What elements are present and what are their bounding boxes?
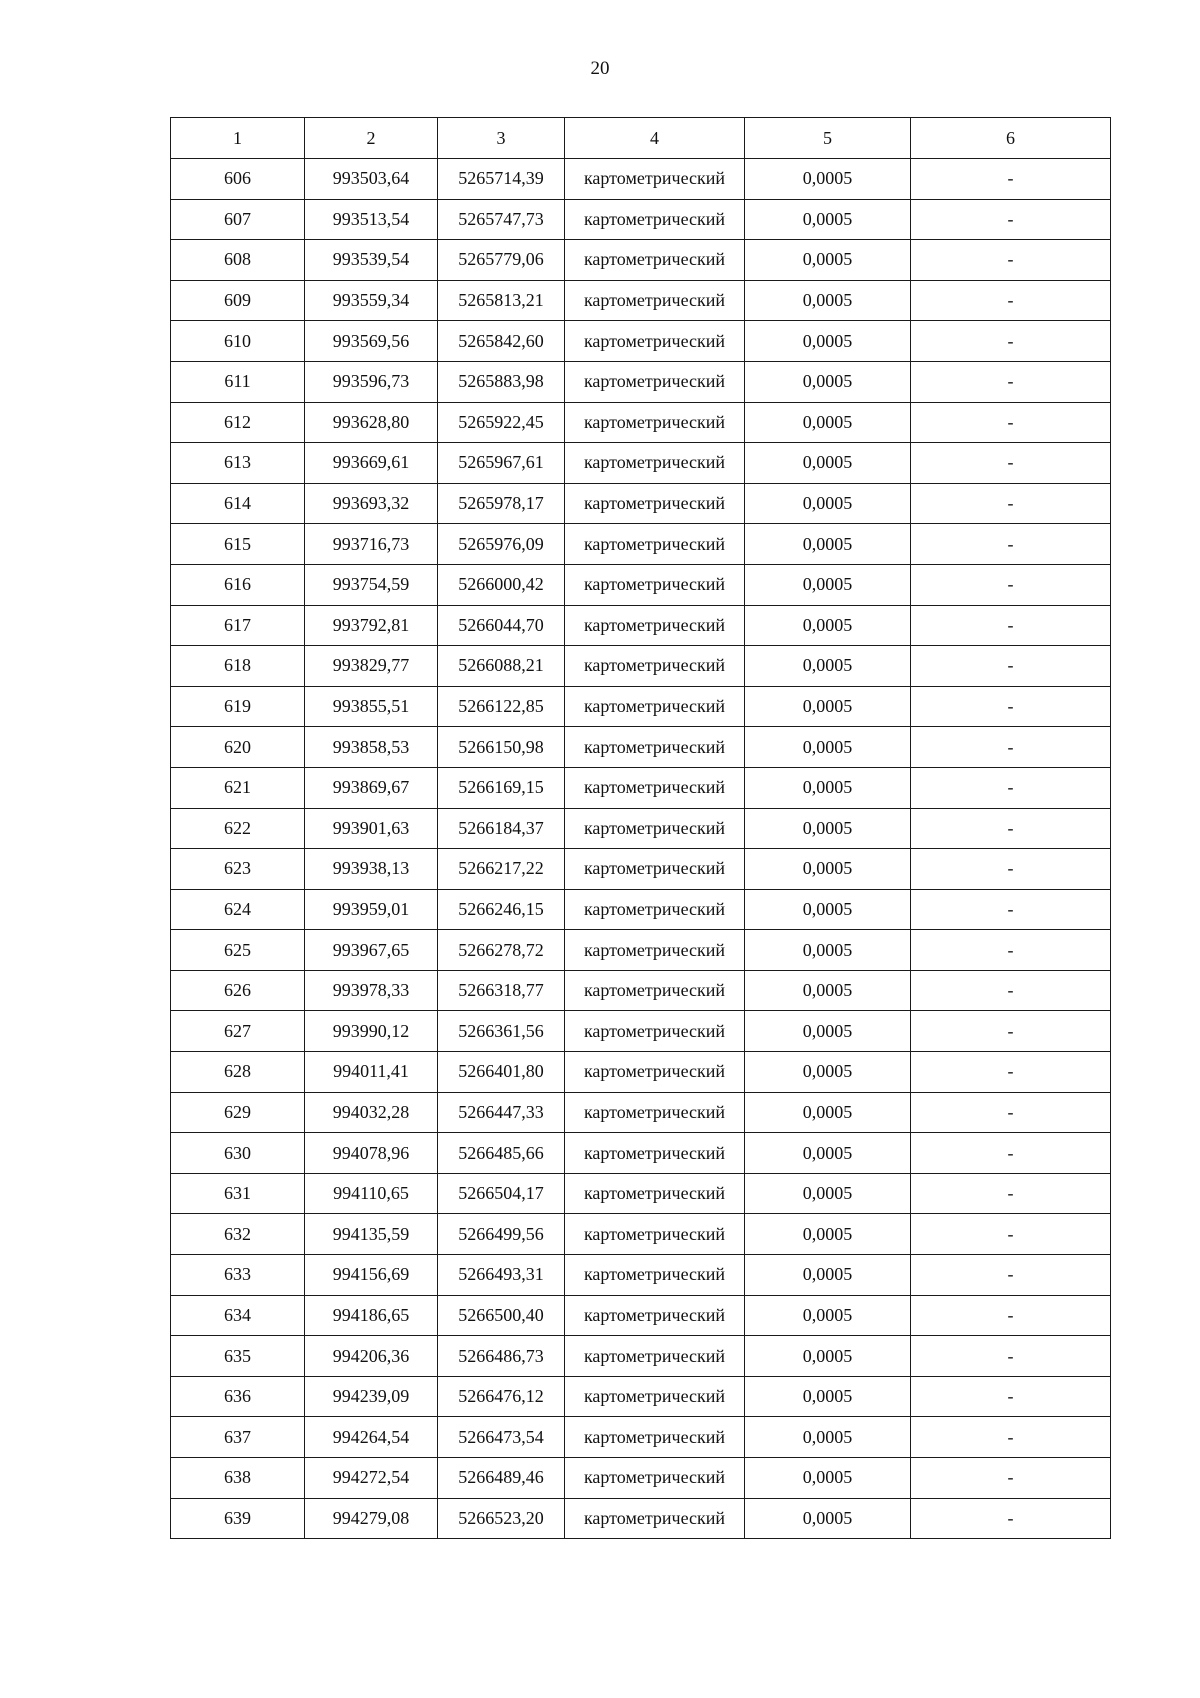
point-number-cell: 638 [171, 1458, 305, 1499]
description-cell: - [911, 1417, 1111, 1458]
coordinates-table [170, 117, 1111, 1539]
method-cell: картометрический [565, 849, 745, 890]
x-coordinate-cell: 993990,12 [305, 1011, 438, 1052]
y-coordinate-cell: 5265883,98 [438, 361, 565, 402]
point-number-cell: 625 [171, 930, 305, 971]
method-cell: картометрический [565, 1052, 745, 1093]
y-coordinate-cell: 5266476,12 [438, 1376, 565, 1417]
x-coordinate-cell: 993539,54 [305, 240, 438, 281]
point-number-cell: 624 [171, 889, 305, 930]
point-number-cell: 615 [171, 524, 305, 565]
x-coordinate-cell: 993596,73 [305, 361, 438, 402]
description-cell: - [911, 1092, 1111, 1133]
x-coordinate-cell: 994110,65 [305, 1173, 438, 1214]
description-cell: - [911, 970, 1111, 1011]
y-coordinate-cell: 5265978,17 [438, 483, 565, 524]
accuracy-cell: 0,0005 [745, 1417, 911, 1458]
y-coordinate-cell: 5265747,73 [438, 199, 565, 240]
description-cell: - [911, 240, 1111, 281]
method-cell: картометрический [565, 240, 745, 281]
table-row [171, 889, 1111, 930]
description-cell: - [911, 483, 1111, 524]
point-number-cell: 618 [171, 646, 305, 687]
method-cell: картометрический [565, 159, 745, 200]
table-row [171, 930, 1111, 971]
table-row [171, 849, 1111, 890]
x-coordinate-cell: 993858,53 [305, 727, 438, 768]
x-coordinate-cell: 993628,80 [305, 402, 438, 443]
y-coordinate-cell: 5266447,33 [438, 1092, 565, 1133]
y-coordinate-cell: 5265842,60 [438, 321, 565, 362]
point-number-cell: 634 [171, 1295, 305, 1336]
method-cell: картометрический [565, 564, 745, 605]
y-coordinate-cell: 5265967,61 [438, 443, 565, 484]
description-cell: - [911, 1052, 1111, 1093]
method-cell: картометрический [565, 443, 745, 484]
table-row [171, 483, 1111, 524]
point-number-cell: 636 [171, 1376, 305, 1417]
y-coordinate-cell: 5266485,66 [438, 1133, 565, 1174]
y-coordinate-cell: 5266361,56 [438, 1011, 565, 1052]
accuracy-cell: 0,0005 [745, 808, 911, 849]
table-row [171, 1011, 1111, 1052]
table-row [171, 159, 1111, 200]
description-cell: - [911, 1498, 1111, 1539]
accuracy-cell: 0,0005 [745, 280, 911, 321]
point-number-cell: 632 [171, 1214, 305, 1255]
point-number-cell: 628 [171, 1052, 305, 1093]
point-number-cell: 620 [171, 727, 305, 768]
description-cell: - [911, 767, 1111, 808]
method-cell: картометрический [565, 767, 745, 808]
description-cell: - [911, 1214, 1111, 1255]
method-cell: картометрический [565, 1255, 745, 1296]
point-number-cell: 611 [171, 361, 305, 402]
accuracy-cell: 0,0005 [745, 1376, 911, 1417]
x-coordinate-cell: 993513,54 [305, 199, 438, 240]
column-header: 6 [911, 118, 1111, 159]
y-coordinate-cell: 5266169,15 [438, 767, 565, 808]
y-coordinate-cell: 5266217,22 [438, 849, 565, 890]
x-coordinate-cell: 994272,54 [305, 1458, 438, 1499]
method-cell: картометрический [565, 280, 745, 321]
description-cell: - [911, 564, 1111, 605]
table-row [171, 199, 1111, 240]
method-cell: картометрический [565, 1336, 745, 1377]
y-coordinate-cell: 5265976,09 [438, 524, 565, 565]
point-number-cell: 629 [171, 1092, 305, 1133]
point-number-cell: 607 [171, 199, 305, 240]
description-cell: - [911, 889, 1111, 930]
description-cell: - [911, 605, 1111, 646]
x-coordinate-cell: 993855,51 [305, 686, 438, 727]
point-number-cell: 623 [171, 849, 305, 890]
column-header: 1 [171, 118, 305, 159]
accuracy-cell: 0,0005 [745, 1133, 911, 1174]
table-row [171, 727, 1111, 768]
accuracy-cell: 0,0005 [745, 402, 911, 443]
method-cell: картометрический [565, 1376, 745, 1417]
method-cell: картометрический [565, 1011, 745, 1052]
description-cell: - [911, 524, 1111, 565]
method-cell: картометрический [565, 361, 745, 402]
accuracy-cell: 0,0005 [745, 1295, 911, 1336]
point-number-cell: 610 [171, 321, 305, 362]
description-cell: - [911, 646, 1111, 687]
description-cell: - [911, 1336, 1111, 1377]
point-number-cell: 616 [171, 564, 305, 605]
method-cell: картометрический [565, 1092, 745, 1133]
y-coordinate-cell: 5266184,37 [438, 808, 565, 849]
table-body [171, 159, 1111, 1539]
y-coordinate-cell: 5265813,21 [438, 280, 565, 321]
description-cell: - [911, 849, 1111, 890]
x-coordinate-cell: 994279,08 [305, 1498, 438, 1539]
accuracy-cell: 0,0005 [745, 686, 911, 727]
table-row [171, 240, 1111, 281]
accuracy-cell: 0,0005 [745, 1214, 911, 1255]
method-cell: картометрический [565, 605, 745, 646]
description-cell: - [911, 727, 1111, 768]
description-cell: - [911, 808, 1111, 849]
x-coordinate-cell: 994239,09 [305, 1376, 438, 1417]
x-coordinate-cell: 993792,81 [305, 605, 438, 646]
description-cell: - [911, 930, 1111, 971]
table-header-row [171, 118, 1111, 159]
x-coordinate-cell: 994135,59 [305, 1214, 438, 1255]
accuracy-cell: 0,0005 [745, 361, 911, 402]
method-cell: картометрический [565, 1214, 745, 1255]
table-row [171, 646, 1111, 687]
accuracy-cell: 0,0005 [745, 646, 911, 687]
table-row [171, 564, 1111, 605]
point-number-cell: 609 [171, 280, 305, 321]
x-coordinate-cell: 994032,28 [305, 1092, 438, 1133]
accuracy-cell: 0,0005 [745, 199, 911, 240]
x-coordinate-cell: 993569,56 [305, 321, 438, 362]
column-header: 5 [745, 118, 911, 159]
x-coordinate-cell: 994186,65 [305, 1295, 438, 1336]
point-number-cell: 608 [171, 240, 305, 281]
y-coordinate-cell: 5266486,73 [438, 1336, 565, 1377]
table-row [171, 280, 1111, 321]
x-coordinate-cell: 993829,77 [305, 646, 438, 687]
description-cell: - [911, 1376, 1111, 1417]
description-cell: - [911, 1011, 1111, 1052]
accuracy-cell: 0,0005 [745, 159, 911, 200]
y-coordinate-cell: 5266500,40 [438, 1295, 565, 1336]
method-cell: картометрический [565, 1133, 745, 1174]
table-row [171, 361, 1111, 402]
accuracy-cell: 0,0005 [745, 767, 911, 808]
y-coordinate-cell: 5265779,06 [438, 240, 565, 281]
table-row [171, 1133, 1111, 1174]
accuracy-cell: 0,0005 [745, 240, 911, 281]
description-cell: - [911, 159, 1111, 200]
description-cell: - [911, 1295, 1111, 1336]
description-cell: - [911, 402, 1111, 443]
point-number-cell: 637 [171, 1417, 305, 1458]
x-coordinate-cell: 993901,63 [305, 808, 438, 849]
table-row [171, 1498, 1111, 1539]
y-coordinate-cell: 5266044,70 [438, 605, 565, 646]
description-cell: - [911, 1173, 1111, 1214]
method-cell: картометрический [565, 646, 745, 687]
method-cell: картометрический [565, 524, 745, 565]
table-row [171, 1376, 1111, 1417]
y-coordinate-cell: 5266489,46 [438, 1458, 565, 1499]
point-number-cell: 630 [171, 1133, 305, 1174]
y-coordinate-cell: 5266088,21 [438, 646, 565, 687]
column-header: 4 [565, 118, 745, 159]
y-coordinate-cell: 5265714,39 [438, 159, 565, 200]
method-cell: картометрический [565, 727, 745, 768]
y-coordinate-cell: 5266499,56 [438, 1214, 565, 1255]
y-coordinate-cell: 5266473,54 [438, 1417, 565, 1458]
accuracy-cell: 0,0005 [745, 1052, 911, 1093]
x-coordinate-cell: 993754,59 [305, 564, 438, 605]
method-cell: картометрический [565, 686, 745, 727]
method-cell: картометрический [565, 199, 745, 240]
y-coordinate-cell: 5266523,20 [438, 1498, 565, 1539]
description-cell: - [911, 280, 1111, 321]
accuracy-cell: 0,0005 [745, 443, 911, 484]
accuracy-cell: 0,0005 [745, 1498, 911, 1539]
x-coordinate-cell: 993559,34 [305, 280, 438, 321]
table-row [171, 1173, 1111, 1214]
table-row [171, 1255, 1111, 1296]
method-cell: картометрический [565, 1295, 745, 1336]
table-row [171, 321, 1111, 362]
x-coordinate-cell: 994156,69 [305, 1255, 438, 1296]
x-coordinate-cell: 994078,96 [305, 1133, 438, 1174]
x-coordinate-cell: 994206,36 [305, 1336, 438, 1377]
point-number-cell: 621 [171, 767, 305, 808]
x-coordinate-cell: 993693,32 [305, 483, 438, 524]
accuracy-cell: 0,0005 [745, 1336, 911, 1377]
x-coordinate-cell: 994011,41 [305, 1052, 438, 1093]
y-coordinate-cell: 5266278,72 [438, 930, 565, 971]
x-coordinate-cell: 993938,13 [305, 849, 438, 890]
description-cell: - [911, 686, 1111, 727]
point-number-cell: 622 [171, 808, 305, 849]
x-coordinate-cell: 994264,54 [305, 1417, 438, 1458]
point-number-cell: 617 [171, 605, 305, 646]
x-coordinate-cell: 993967,65 [305, 930, 438, 971]
point-number-cell: 626 [171, 970, 305, 1011]
table-row [171, 970, 1111, 1011]
accuracy-cell: 0,0005 [745, 321, 911, 362]
accuracy-cell: 0,0005 [745, 889, 911, 930]
table-row [171, 1214, 1111, 1255]
table-row [171, 524, 1111, 565]
method-cell: картометрический [565, 483, 745, 524]
accuracy-cell: 0,0005 [745, 849, 911, 890]
method-cell: картометрический [565, 402, 745, 443]
accuracy-cell: 0,0005 [745, 970, 911, 1011]
y-coordinate-cell: 5266318,77 [438, 970, 565, 1011]
table-row [171, 1052, 1111, 1093]
description-cell: - [911, 1133, 1111, 1174]
table-header [171, 118, 1111, 159]
description-cell: - [911, 199, 1111, 240]
table-row [171, 1417, 1111, 1458]
column-header: 3 [438, 118, 565, 159]
y-coordinate-cell: 5266000,42 [438, 564, 565, 605]
description-cell: - [911, 443, 1111, 484]
y-coordinate-cell: 5266493,31 [438, 1255, 565, 1296]
method-cell: картометрический [565, 1498, 745, 1539]
method-cell: картометрический [565, 1173, 745, 1214]
point-number-cell: 613 [171, 443, 305, 484]
point-number-cell: 633 [171, 1255, 305, 1296]
accuracy-cell: 0,0005 [745, 564, 911, 605]
x-coordinate-cell: 993669,61 [305, 443, 438, 484]
accuracy-cell: 0,0005 [745, 1011, 911, 1052]
page-number: 20 [590, 58, 610, 79]
y-coordinate-cell: 5266150,98 [438, 727, 565, 768]
table-row [171, 686, 1111, 727]
accuracy-cell: 0,0005 [745, 930, 911, 971]
y-coordinate-cell: 5266504,17 [438, 1173, 565, 1214]
y-coordinate-cell: 5266246,15 [438, 889, 565, 930]
point-number-cell: 639 [171, 1498, 305, 1539]
table-row [171, 1336, 1111, 1377]
accuracy-cell: 0,0005 [745, 1173, 911, 1214]
table-row [171, 443, 1111, 484]
accuracy-cell: 0,0005 [745, 524, 911, 565]
accuracy-cell: 0,0005 [745, 727, 911, 768]
y-coordinate-cell: 5265922,45 [438, 402, 565, 443]
y-coordinate-cell: 5266401,80 [438, 1052, 565, 1093]
accuracy-cell: 0,0005 [745, 1458, 911, 1499]
table-row [171, 1458, 1111, 1499]
accuracy-cell: 0,0005 [745, 483, 911, 524]
description-cell: - [911, 361, 1111, 402]
method-cell: картометрический [565, 808, 745, 849]
x-coordinate-cell: 993503,64 [305, 159, 438, 200]
point-number-cell: 606 [171, 159, 305, 200]
method-cell: картометрический [565, 321, 745, 362]
accuracy-cell: 0,0005 [745, 1092, 911, 1133]
method-cell: картометрический [565, 970, 745, 1011]
point-number-cell: 635 [171, 1336, 305, 1377]
table-row [171, 402, 1111, 443]
method-cell: картометрический [565, 1458, 745, 1499]
table-row [171, 808, 1111, 849]
table-row [171, 767, 1111, 808]
description-cell: - [911, 321, 1111, 362]
x-coordinate-cell: 993716,73 [305, 524, 438, 565]
column-header: 2 [305, 118, 438, 159]
accuracy-cell: 0,0005 [745, 605, 911, 646]
point-number-cell: 627 [171, 1011, 305, 1052]
x-coordinate-cell: 993869,67 [305, 767, 438, 808]
table-row [171, 1092, 1111, 1133]
method-cell: картометрический [565, 889, 745, 930]
accuracy-cell: 0,0005 [745, 1255, 911, 1296]
point-number-cell: 612 [171, 402, 305, 443]
x-coordinate-cell: 993959,01 [305, 889, 438, 930]
point-number-cell: 614 [171, 483, 305, 524]
table-row [171, 605, 1111, 646]
description-cell: - [911, 1458, 1111, 1499]
method-cell: картометрический [565, 1417, 745, 1458]
method-cell: картометрический [565, 930, 745, 971]
point-number-cell: 619 [171, 686, 305, 727]
description-cell: - [911, 1255, 1111, 1296]
table-row [171, 1295, 1111, 1336]
x-coordinate-cell: 993978,33 [305, 970, 438, 1011]
y-coordinate-cell: 5266122,85 [438, 686, 565, 727]
point-number-cell: 631 [171, 1173, 305, 1214]
